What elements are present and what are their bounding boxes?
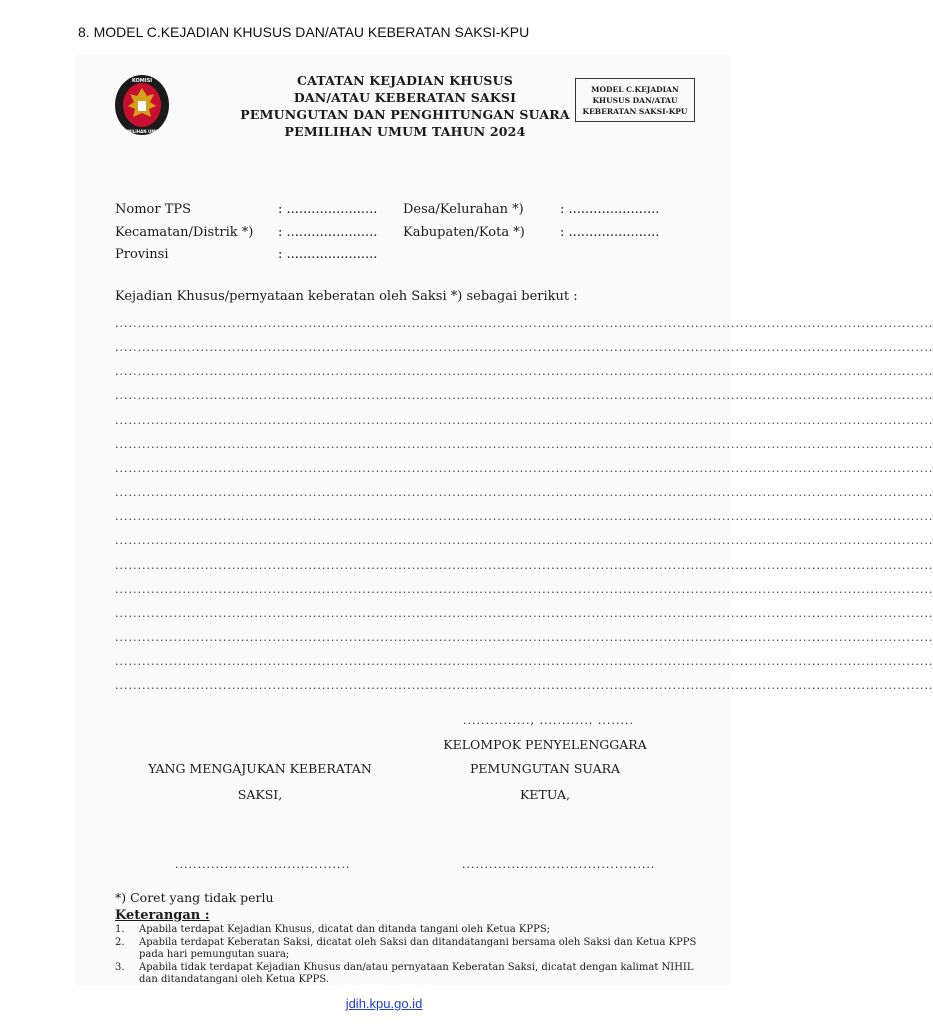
writing-line-12[interactable]: ...................................................................................................................................................................................... xyxy=(115,583,933,596)
right-signature-line[interactable]: ........................................... xyxy=(462,858,656,871)
label-kabupaten: Kabupaten/Kota *) xyxy=(403,225,525,240)
writing-line-6[interactable]: ...................................................................................................................................................................................... xyxy=(115,438,933,451)
model-box-line-3: KEBERATAN SAKSI-KPU xyxy=(582,107,688,116)
writing-line-7[interactable]: ...................................................................................................................................................................................... xyxy=(115,462,933,475)
field-kecamatan[interactable]: : ...................... xyxy=(278,225,378,240)
writing-line-14[interactable]: ...................................................................................................................................................................................... xyxy=(115,631,933,644)
model-box-line-2: KHUSUS DAN/ATAU xyxy=(592,96,678,105)
logo-bottom-text: PEMILIHAN UMUM xyxy=(121,129,163,134)
writing-line-10[interactable]: ...................................................................................................................................................................................... xyxy=(115,534,933,547)
notes-list xyxy=(115,924,705,987)
model-box xyxy=(575,78,695,122)
strike-note: *) Coret yang tidak perlu xyxy=(115,890,274,905)
writing-line-4[interactable]: ...................................................................................................................................................................................... xyxy=(115,389,933,402)
right-title-2: PEMUNGUTAN SUARA xyxy=(469,761,621,776)
right-title-1: KELOMPOK PENYELENGGARA xyxy=(443,737,647,752)
writing-line-13[interactable]: ...................................................................................................................................................................................... xyxy=(115,607,933,620)
statement-intro: Kejadian Khusus/pernyataan keberatan oleh Saksi *) sebagai berikut : xyxy=(115,289,578,304)
model-box-line-1: MODEL C.KEJADIAN xyxy=(591,85,679,94)
writing-line-3[interactable]: ...................................................................................................................................................................................... xyxy=(115,365,933,378)
label-desa: Desa/Kelurahan *) xyxy=(403,202,524,217)
writing-line-15[interactable]: ...................................................................................................................................................................................... xyxy=(115,655,933,668)
title-line-2: DAN/ATAU KEBERATAN SAKSI xyxy=(293,90,517,105)
writing-line-1[interactable]: ...................................................................................................................................................................................... xyxy=(115,317,933,330)
field-nomor-tps[interactable]: : ...................... xyxy=(278,202,378,217)
left-signature-line[interactable]: ....................................... xyxy=(175,858,351,871)
note-text: Apabila tidak terdapat Kejadian Khusus dan/atau pernyataan Keberatan Saksi, dicatat dengan kalimat NIHIL dan ditandatangani oleh Ketua KPPS. xyxy=(139,961,694,985)
left-title: YANG MENGAJUKAN KEBERATAN xyxy=(148,761,372,776)
field-kabupaten[interactable]: : ...................... xyxy=(560,225,660,240)
field-desa[interactable]: : ...................... xyxy=(560,202,660,217)
place-date-field[interactable]: ..............., ............ ........ xyxy=(463,714,634,727)
writing-line-8[interactable]: ...................................................................................................................................................................................... xyxy=(115,486,933,499)
label-kecamatan: Kecamatan/Distrik *) xyxy=(115,225,254,240)
keterangan-label: Keterangan : xyxy=(115,908,210,923)
list-item xyxy=(115,937,705,962)
label-nomor-tps: Nomor TPS xyxy=(115,202,192,217)
writing-line-9[interactable]: ...................................................................................................................................................................................... xyxy=(115,510,933,523)
note-number: 3. xyxy=(115,961,125,973)
writing-line-16[interactable]: ...................................................................................................................................................................................... xyxy=(115,679,933,692)
right-role: KETUA, xyxy=(520,787,570,802)
label-provinsi: Provinsi xyxy=(115,247,169,262)
note-text: Apabila terdapat Keberatan Saksi, dicatat oleh Saksi dan ditandatangani bersama oleh Saksi dan Ketua KPPS pada hari pemungutan suara; xyxy=(139,936,697,960)
writing-line-5[interactable]: ...................................................................................................................................................................................... xyxy=(115,414,933,427)
footer-link[interactable]: jdih.kpu.go.id xyxy=(345,996,423,1011)
title-line-1: CATATAN KEJADIAN KHUSUS xyxy=(297,73,513,88)
list-item xyxy=(115,924,705,937)
title-line-4: PEMILIHAN UMUM TAHUN 2024 xyxy=(284,124,526,139)
kpu-logo xyxy=(114,74,170,136)
left-role: SAKSI, xyxy=(237,787,283,802)
field-provinsi[interactable]: : ...................... xyxy=(278,247,378,262)
logo-top-text: KOMISI xyxy=(131,78,153,84)
writing-line-11[interactable]: ...................................................................................................................................................................................... xyxy=(115,559,933,572)
form-title xyxy=(240,72,570,140)
list-item xyxy=(115,962,705,987)
writing-line-2[interactable]: ...................................................................................................................................................................................... xyxy=(115,341,933,354)
note-text: Apabila terdapat Kejadian Khusus, dicatat dan ditanda tangani oleh Ketua KPPS; xyxy=(139,924,551,935)
note-number: 1. xyxy=(115,924,125,935)
note-number: 2. xyxy=(115,936,125,948)
page-heading: 8. MODEL C.KEJADIAN KHUSUS DAN/ATAU KEBERATAN SAKSI-KPU xyxy=(78,24,530,40)
title-line-3: PEMUNGUTAN DAN PENGHITUNGAN SUARA xyxy=(240,107,570,122)
